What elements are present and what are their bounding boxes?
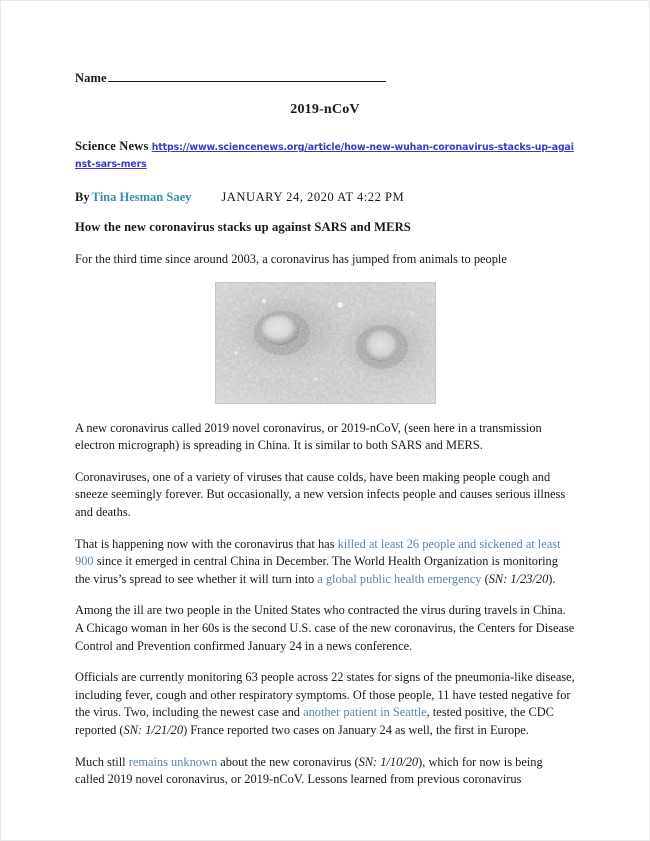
paragraph-text: since it emerged in central China in December. The World Health Organization is monitoring the virus’s spread to see whether it will turn into xyxy=(75,554,558,586)
sn-reference: SN: 1/10/20 xyxy=(358,754,419,769)
figure-container xyxy=(75,282,575,404)
coronavirus-micrograph-image xyxy=(215,282,436,404)
inline-link[interactable]: killed at least 26 people and sickened at least 900 xyxy=(75,536,561,569)
sn-reference: SN: 1/23/20 xyxy=(488,571,549,586)
paragraph-text: about the new coronavirus ( xyxy=(217,754,359,769)
document-content xyxy=(75,71,575,803)
paragraph-text: ) France reported two cases on January 24 as well, the first in Europe. xyxy=(183,723,529,738)
article-paragraph: Among the ill are two people in the United States who contracted the virus during travels in China. A Chicago woman in her 60s is the second U.S. case of the new coronavirus, the Centers for Disease Control and Prevention confirmed January 24 in a news conference. xyxy=(75,603,575,653)
article-deck: For the third time since around 2003, a coronavirus has jumped from animals to people xyxy=(75,251,507,266)
page-title: 2019-nCoV xyxy=(290,102,360,117)
source-line xyxy=(75,138,575,173)
byline-date: JANUARY 24, 2020 AT 4:22 PM xyxy=(221,189,405,204)
inline-link[interactable]: remains unknown xyxy=(128,754,218,769)
paragraph-text: , tested positive, the CDC reported ( xyxy=(75,705,554,738)
article-paragraph-rich xyxy=(75,536,575,589)
paragraph-text: ). xyxy=(548,571,556,586)
inline-link[interactable]: a global public health emergency xyxy=(317,571,482,586)
source-publication: Science News xyxy=(75,139,149,153)
sn-reference: SN: 1/21/20 xyxy=(123,723,184,738)
paragraph-text: That is happening now with the coronavirus that has xyxy=(75,536,338,551)
paragraph-text: Much still xyxy=(75,754,129,769)
name-label: Name xyxy=(75,71,107,85)
paragraph-text: ( xyxy=(481,571,489,586)
article-paragraph: A new coronavirus called 2019 novel coronavirus, or 2019-nCoV, (seen here in a transmission electron micrograph) is spreading in China. It is similar to both SARS and MERS. xyxy=(75,420,542,453)
article-paragraph-rich xyxy=(75,754,575,789)
source-url-link[interactable]: https://www.sciencenews.org/article/how-new-wuhan-coronavirus-stacks-up-against-sars-mers xyxy=(75,142,574,171)
article-paragraph: Coronaviruses, one of a variety of viruses that cause colds, have been making people cough and sneeze seemingly forever. But occasionally, a new version infects people and causes serious illness and deaths. xyxy=(75,469,566,519)
name-blank-rule[interactable] xyxy=(108,80,386,82)
name-field-line xyxy=(75,71,575,86)
paragraph-text: ), which for now is being called 2019 novel coronavirus, or 2019-nCoV. Lessons learned from previous coronavirus xyxy=(75,754,543,787)
paragraph-text: Officials are currently monitoring 63 people across 22 states for signs of the pneumonia-like disease, including fever, cough and other respiratory symptoms. Of those people, 11 have tested negative for the virus. Two, including the newest case and xyxy=(75,670,575,720)
byline-by-label: By xyxy=(75,189,90,204)
article-paragraph-rich xyxy=(75,669,575,739)
byline-author-link[interactable]: Tina Hesman Saey xyxy=(91,189,192,204)
article-headline: How the new coronavirus stacks up against SARS and MERS xyxy=(75,219,411,234)
byline xyxy=(75,190,575,205)
inline-link[interactable]: another patient in Seattle xyxy=(303,705,427,720)
